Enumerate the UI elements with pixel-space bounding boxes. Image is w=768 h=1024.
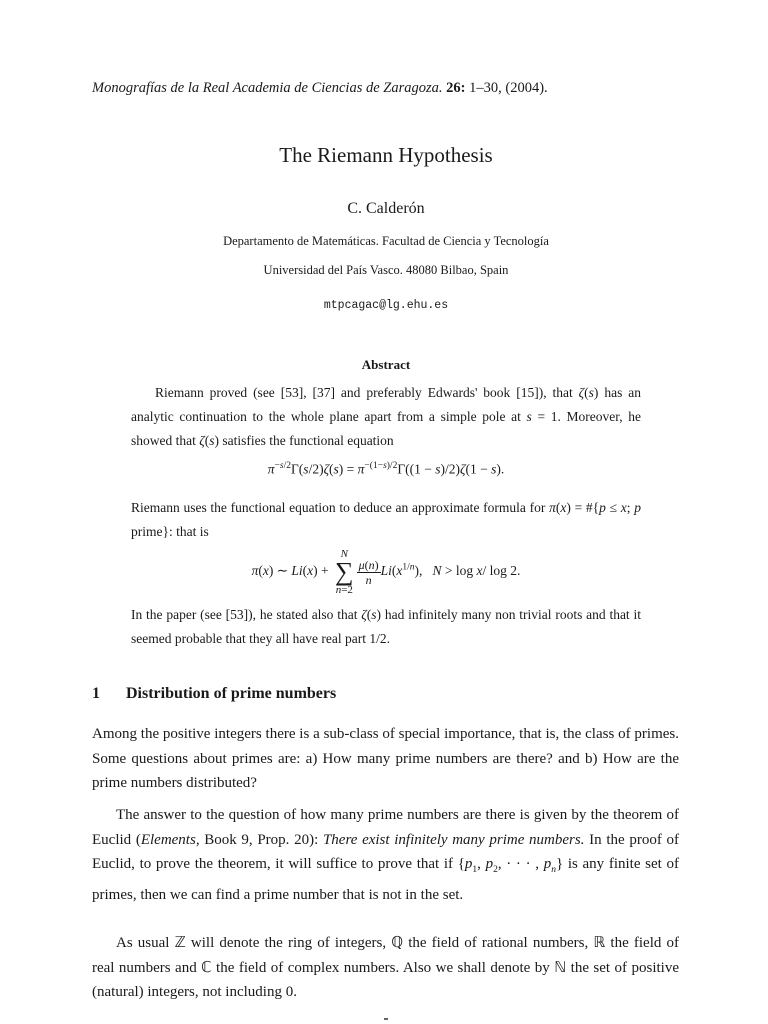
journal-volume: 26: [446,80,466,96]
author-name: C. Calderón [347,200,425,217]
affiliation-line-2: Universidad del País Vasco. 48080 Bilbao, Spain [263,263,509,277]
body-paragraph-1: Among the positive integers there is a sub-class of special importance, that is, the class of primes. Some questions about primes are: a) How many prime numbers are there? and b) How are the prime numbers distributed? [92,726,679,791]
section-heading: 1 Distribution of prime numbers [92,685,337,702]
abstract-paragraph-3: In the paper (see [53]), he stated also that ζ(s) had infinitely many non trivial roots and that it seemed probable that they all have real part 1/2. [131,607,641,646]
abstract-heading: Abstract [361,357,411,372]
journal-name: Monografías de la Real Academia de Ciencias de Zaragoza. [92,80,443,96]
page-number-fragment [384,1018,388,1020]
functional-equation: $\pi^{-s/2}\Gamma(s/2)\zeta(s) = \pi^{-(1-s)/2}\Gamma((1 - s)/2)\zeta(1 - s)$. [267,461,505,477]
abstract-paragraph-1: Riemann proved (see [53], [37] and preferably Edwards' book [15]), that ζ(s) has an analytic continuation to the whole plane apart from a simple pole at s = 1. Moreover, he showed that ζ(s) satisfies the functional equation [131,385,641,448]
body-paragraph-2: The answer to the question of how many prime numbers are there is given by the theorem of Euclid (Elements, Book 9, Prop. 20): There exist infinitely many prime numbers. In the proof of Euclid, to prove the theorem, it will suffice to prove that if {$p_1$, $p_2$, · · · , $p_n$} is any finite set of primes, then we can find a prime number that is not in the set. [92,807,679,903]
paper-title: The Riemann Hypothesis [279,143,493,167]
affiliation-line-1: Departamento de Matemáticas. Facultad de Ciencia y Tecnología [223,234,549,248]
prime-counting-formula: π(x) ∼ Li(x) + N ∑ n=2 $\frac{\mu(n)}{n}$ $Li(x^{1/n})$, N > log x/ log 2. [251,548,521,596]
journal-reference [92,80,548,97]
journal-pages-year: 1–30, (2004). [469,80,548,96]
body-paragraph-3: As usual ℤ will denote the ring of integers, ℚ the field of rational numbers, ℝ the field of real numbers and ℂ the field of complex numbers. Also we shall denote by ℕ the set of positive (natural) integers, not including 0. [92,935,679,1000]
author-email[interactable]: mtpcagac@lg.ehu.es [323,299,449,312]
abstract-paragraph-2: Riemann uses the functional equation to deduce an approximate formula for π(x) = #{p ≤ x; p prime}: that is [131,500,641,539]
